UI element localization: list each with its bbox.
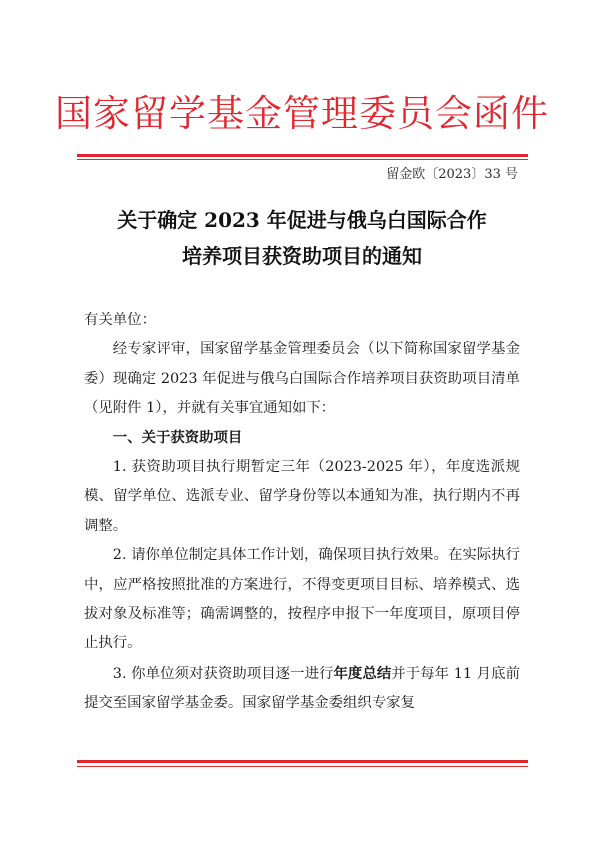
title-line-1: 关于确定 2023 年促进与俄乌白国际合作 — [117, 208, 487, 232]
footer-rule-thin — [77, 766, 528, 767]
section-heading-1: 一、关于获资助项目 — [112, 429, 243, 446]
document-title — [0, 202, 604, 274]
intro-paragraph: 经专家评审，国家留学基金管理委员会（以下简称国家留学基金委）现确定 2023 年促进与俄乌白国际合作培养项目获资助项目清单（见附件 1），并就有关事宜通知如下： — [84, 341, 520, 417]
footer-rule-thick — [77, 760, 528, 763]
item-3-text-part-2: 并于每年 11 月底前提交至国家留学基金委。国家留学基金委组织专家复 — [84, 665, 520, 712]
title-line-2: 培养项目获资助项目的通知 — [182, 244, 422, 268]
item-1-paragraph: 1. 获资助项目执行期暂定三年（2023-2025 年），年度选派规模、留学单位、选派专业、留学身份等以本通知为准，执行期内不再调整。 — [84, 459, 520, 534]
letterhead-rule-thick — [77, 154, 528, 157]
item-2-paragraph: 2. 请你单位制定具体工作计划，确保项目执行效果。在实际执行中，应严格按照批准的方案进行，不得变更项目目标、培养模式、选拔对象及标准等；确需调整的，按程序申报下一年度项目，原项目停止执行。 — [84, 547, 520, 652]
item-3-text-part-1: 3. 你单位须对获资助项目逐一进行 — [112, 665, 334, 682]
item-3-bold-text: 年度总结 — [333, 664, 392, 682]
salutation: 有关单位： — [84, 312, 156, 328]
letterhead-title: 国家留学基金管理委员会函件 — [55, 92, 549, 135]
document-body — [84, 306, 520, 719]
item-3-paragraph — [84, 659, 520, 719]
document-number: 留金欧〔2023〕33 号 — [386, 167, 518, 182]
letterhead-rule-thin — [77, 159, 528, 160]
